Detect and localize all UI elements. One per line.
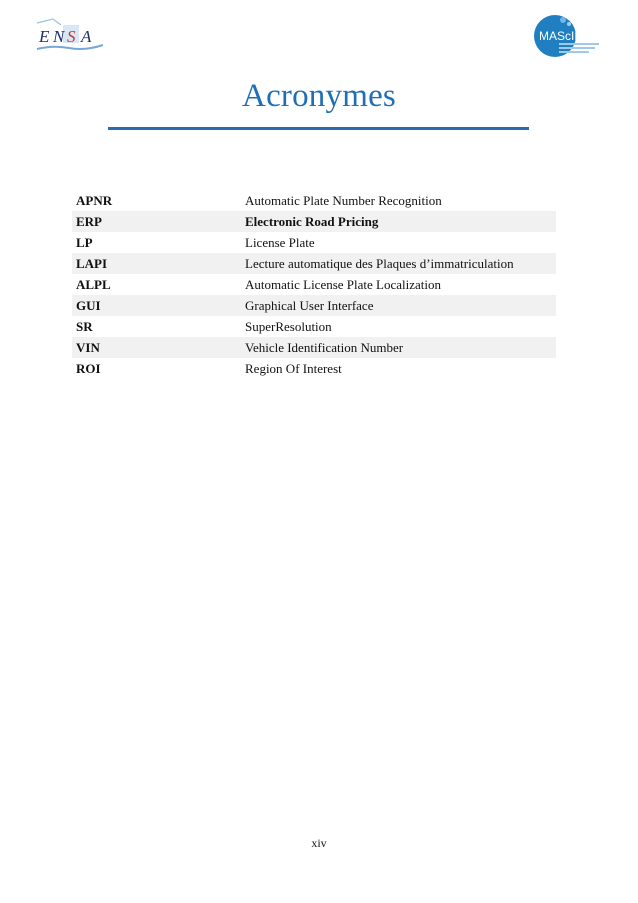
svg-text:N: N	[53, 27, 65, 46]
acronym-abbreviation: ERP	[72, 211, 241, 232]
acronym-meaning: License Plate	[245, 234, 315, 250]
acronym-row	[72, 274, 556, 295]
acronym-abbreviation: APNR	[76, 192, 113, 208]
acronym-row	[72, 358, 556, 379]
svg-text:A: A	[81, 27, 92, 46]
page-title: Acronymes	[242, 78, 396, 114]
acronym-row	[72, 211, 556, 232]
acronym-abbreviation: ALPL	[76, 276, 111, 292]
acronym-meaning: Vehicle Identification Number	[241, 337, 556, 358]
acronym-abbreviation: GUI	[72, 295, 241, 316]
acronym-abbreviation: LP	[76, 234, 93, 250]
acronym-abbreviation: VIN	[72, 337, 241, 358]
svg-text:S: S	[67, 27, 76, 46]
mascir-logo	[533, 14, 605, 58]
acronym-row	[72, 253, 556, 274]
acronym-meaning: Region Of Interest	[245, 360, 342, 376]
acronym-meaning: Automatic Plate Number Recognition	[245, 192, 442, 208]
acronym-row	[72, 316, 556, 337]
acronym-row	[72, 295, 556, 316]
acronym-abbreviation: LAPI	[72, 253, 241, 274]
acronym-table	[72, 190, 556, 379]
acronym-row	[72, 232, 556, 253]
svg-text:MAScIR: MAScIR	[539, 29, 584, 43]
acronym-meaning: Graphical User Interface	[241, 295, 556, 316]
acronym-abbreviation: ROI	[76, 360, 101, 376]
page-number: xiv	[311, 836, 327, 850]
acronym-meaning: SuperResolution	[245, 318, 332, 334]
acronym-meaning: Lecture automatique des Plaques d’immatriculation	[241, 253, 556, 274]
title-underline	[108, 127, 529, 130]
svg-text:E: E	[39, 27, 50, 46]
ensa-logo	[33, 15, 105, 55]
acronym-row	[72, 190, 556, 211]
acronym-abbreviation: SR	[76, 318, 93, 334]
acronym-meaning: Automatic License Plate Localization	[245, 276, 442, 292]
acronym-meaning: Electronic Road Pricing	[241, 211, 556, 232]
acronym-row	[72, 337, 556, 358]
